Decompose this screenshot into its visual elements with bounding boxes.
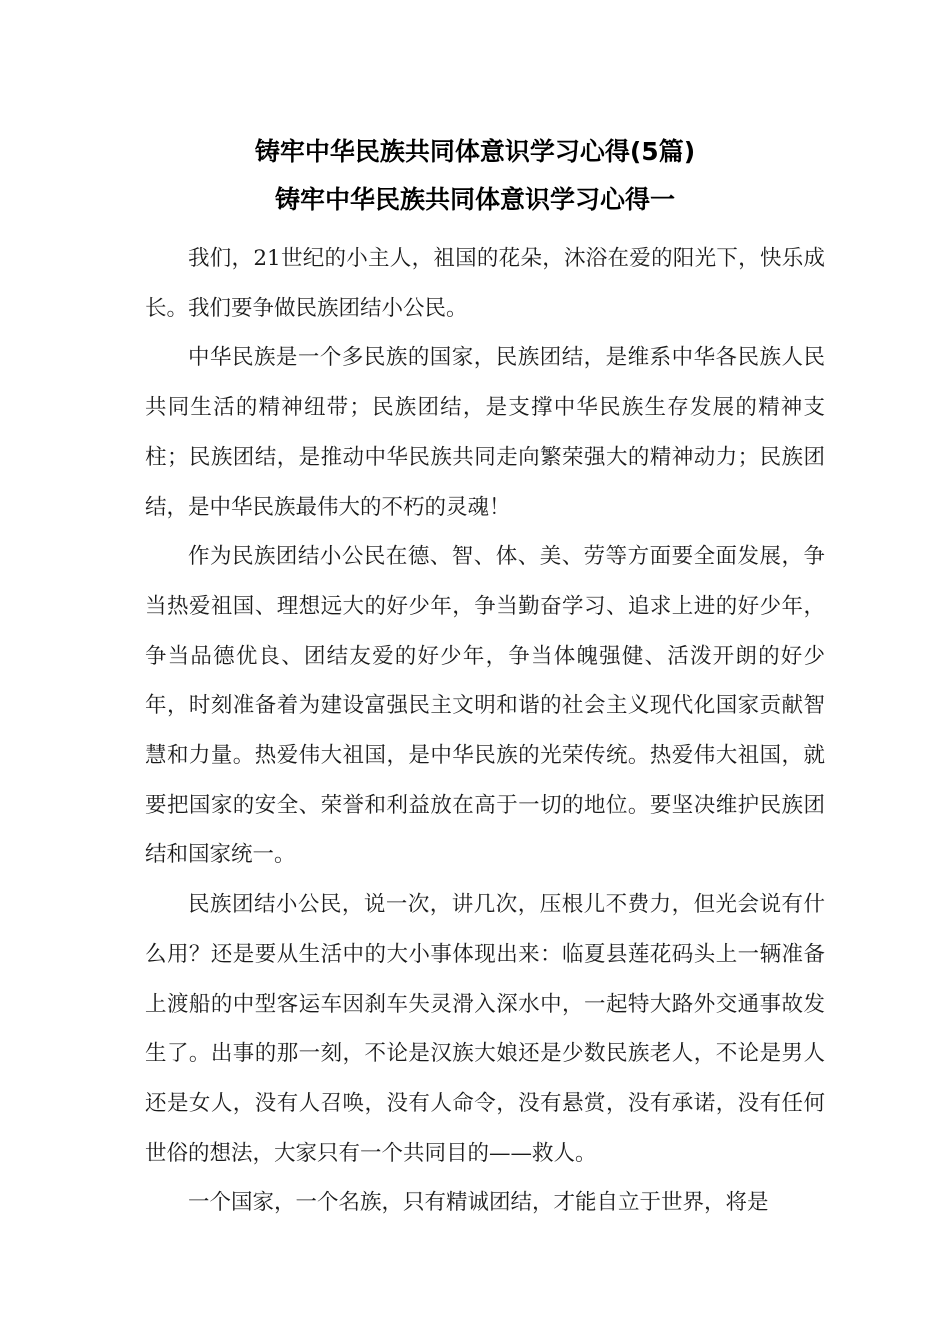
paragraph: 一个国家，一个名族，只有精诚团结，才能自立于世界，将是 <box>188 1190 769 1216</box>
paragraph: 民族团结小公民，说一次，讲几次，压根儿不费力，但光会说有什么用？还是要从生活中的大小事体现出来：临夏县莲花码头上一辆准备上渡船的中型客运车因刹车失灵滑入深水中，一起特大路外交通事故发生了。出事的那一刻，不论是汉族大娘还是少数民族老人，不论是男人还是女人，没有人召唤，没有人命令，没有悬赏，没有承诺，没有任何世俗的想法，大家只有一个共同目的——救人。 <box>145 892 825 1166</box>
document-title: 铸牢中华民族共同体意识学习心得(5篇) <box>254 137 696 166</box>
paragraph: 我们，21世纪的小主人，祖国的花朵，沐浴在爱的阳光下，快乐成长。我们要争做民族团结小公民。 <box>145 246 825 321</box>
section-title: 铸牢中华民族共同体意识学习心得一 <box>274 185 675 214</box>
paragraph: 作为民族团结小公民在德、智、体、美、劳等方面要全面发展，争当热爱祖国、理想远大的好少年，争当勤奋学习、追求上进的好少年，争当品德优良、团结友爱的好少年，争当体魄强健、活泼开朗的好少年，时刻准备着为建设富强民主文明和谐的社会主义现代化国家贡献智慧和力量。热爱伟大祖国，是中华民族的光荣传统。热爱伟大祖国，就要把国家的安全、荣誉和利益放在高于一切的地位。要坚决维护民族团结和国家统一。 <box>145 544 825 868</box>
document-body <box>145 234 825 1228</box>
paragraph: 中华民族是一个多民族的国家，民族团结，是维系中华各民族人民共同生活的精神纽带；民族团结，是支撑中华民族生存发展的精神支柱；民族团结，是推动中华民族共同走向繁荣强大的精神动力；民族团结，是中华民族最伟大的不朽的灵魂！ <box>145 345 825 520</box>
